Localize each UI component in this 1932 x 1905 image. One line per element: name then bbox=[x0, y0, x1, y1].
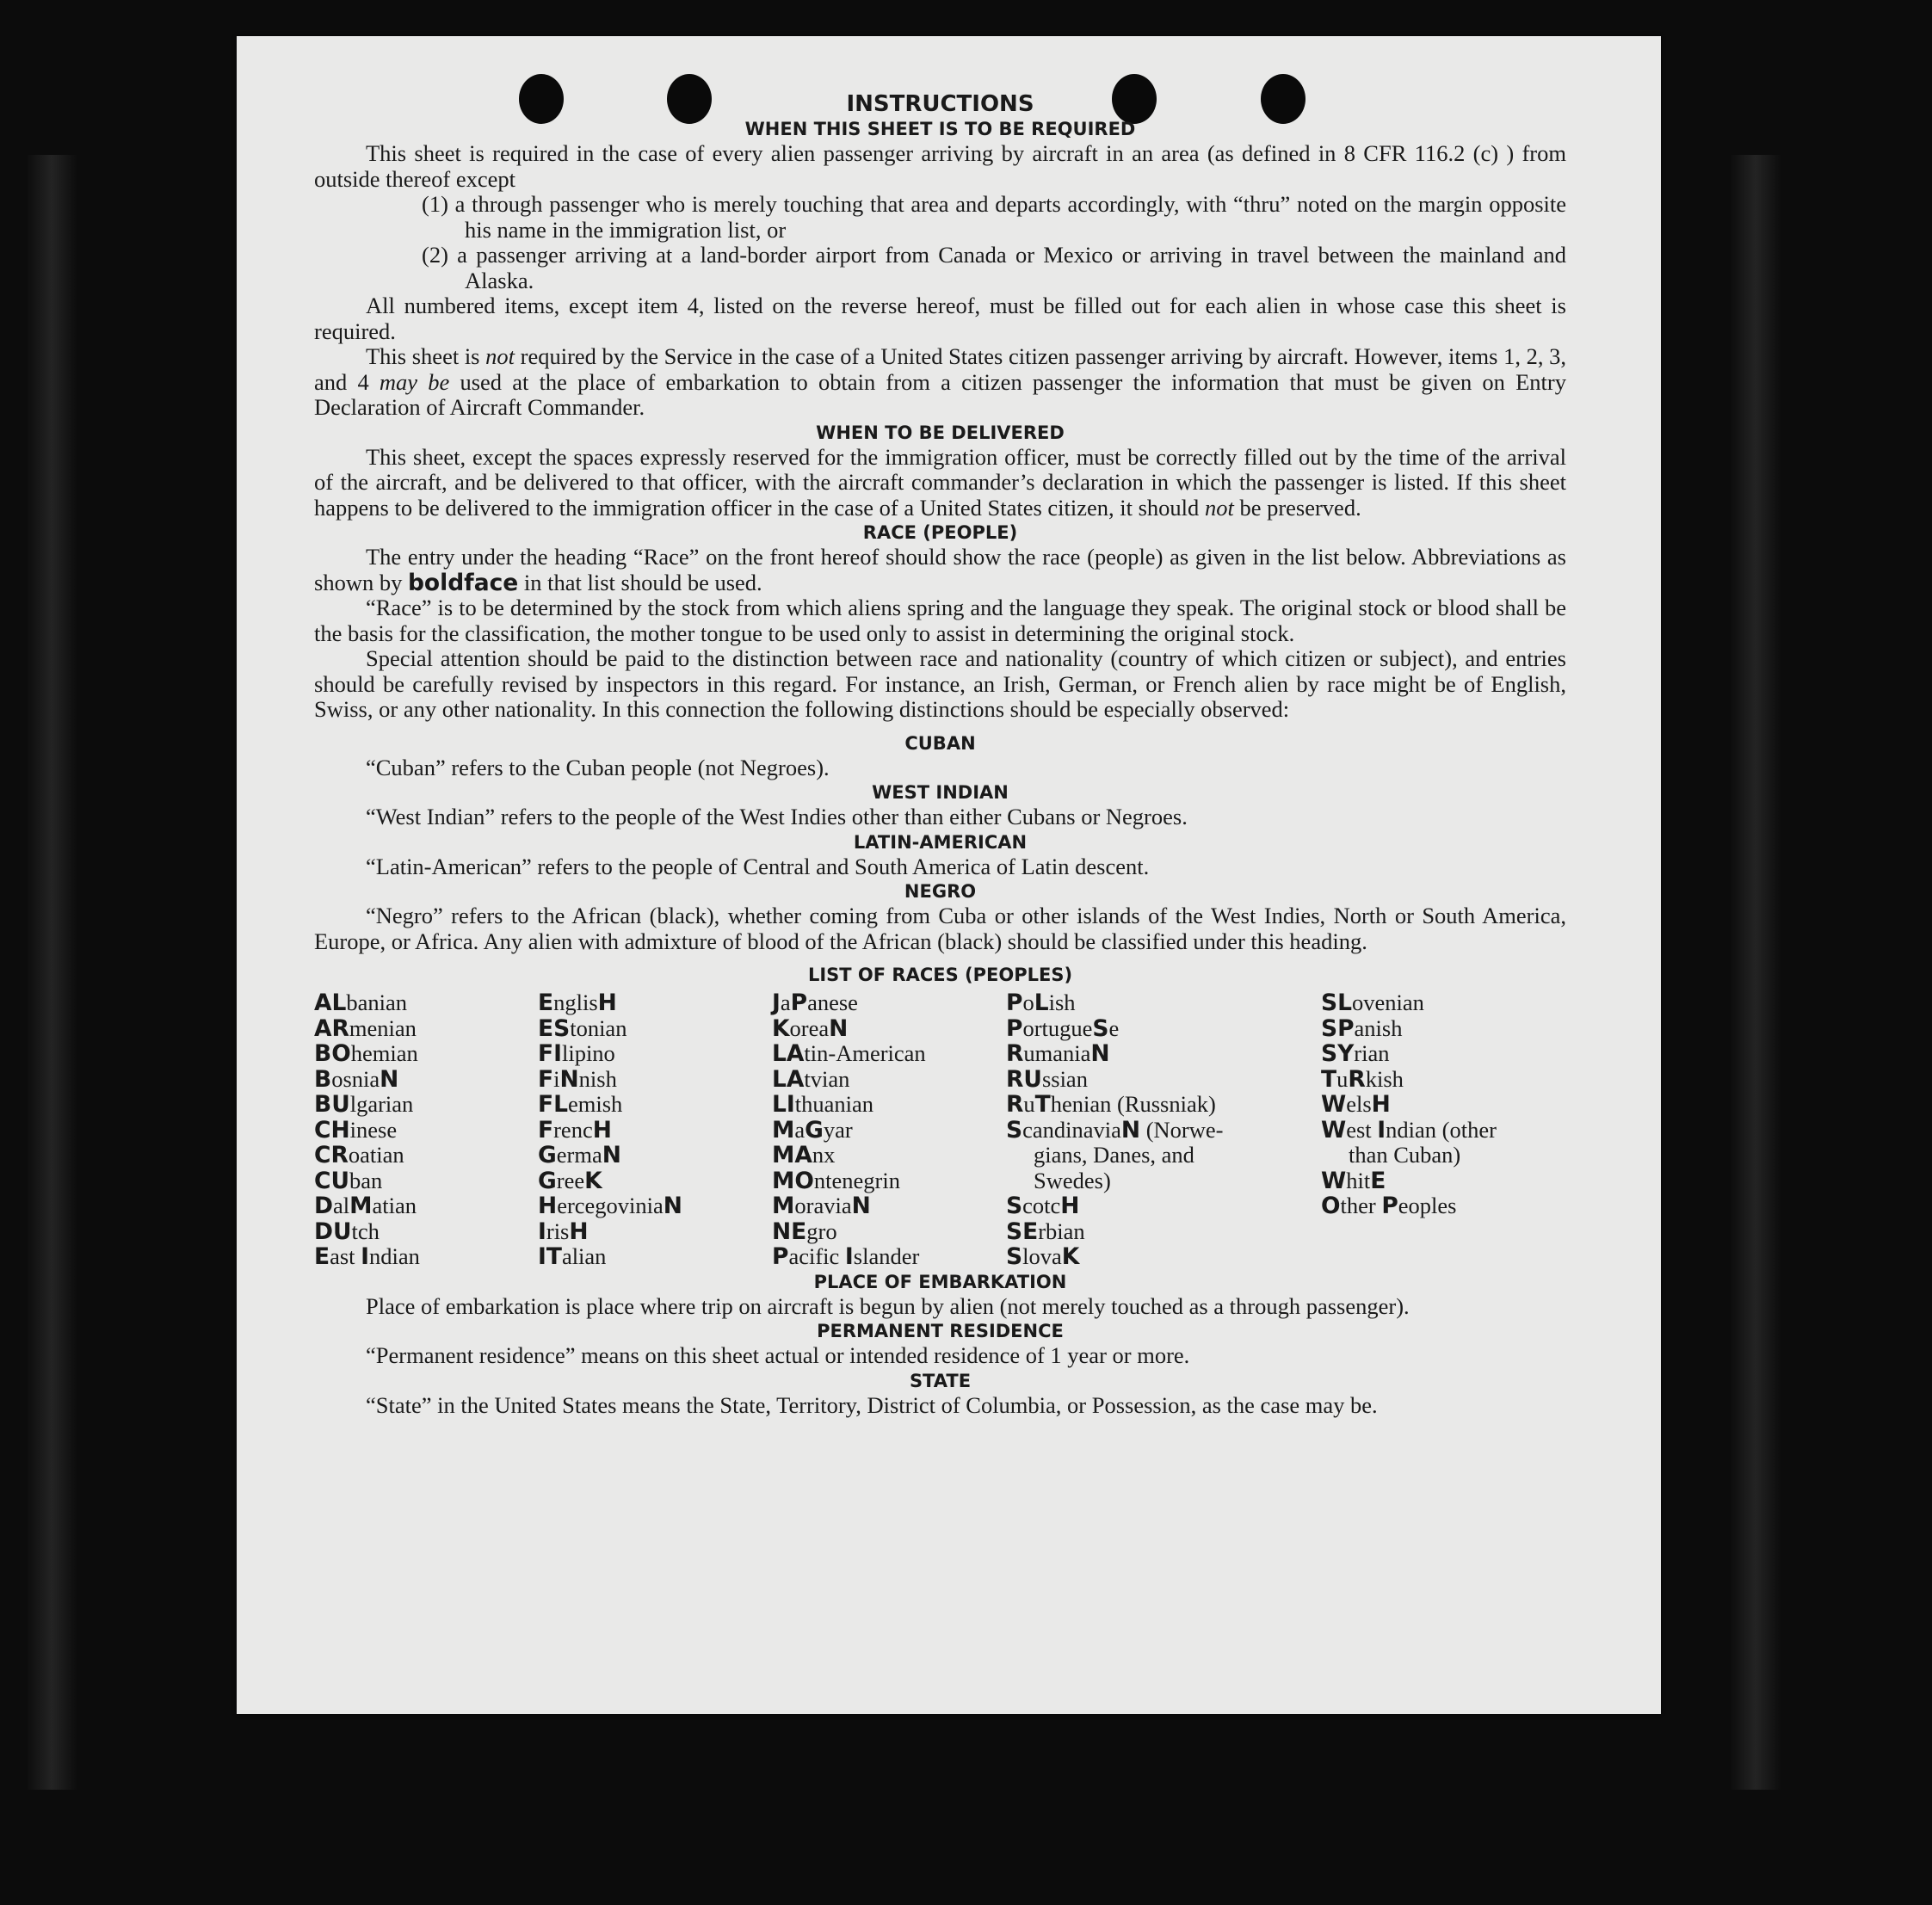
race-entry: MoraviaN bbox=[772, 1193, 871, 1219]
races-column-5 bbox=[1321, 990, 1566, 1270]
race-entry: HercegoviniaN bbox=[538, 1193, 682, 1219]
race-entry: SErbian bbox=[1006, 1218, 1085, 1245]
race-entry: RuThenian (Russniak) bbox=[1006, 1091, 1216, 1118]
race-entry: IrisH bbox=[538, 1218, 589, 1245]
race-entry: PoLish bbox=[1006, 989, 1076, 1016]
race-entry: Other Peoples bbox=[1321, 1193, 1457, 1219]
race-entry: MAnx bbox=[772, 1142, 836, 1168]
heading-cuban: CUBAN bbox=[904, 732, 976, 754]
race-entry: East Indian bbox=[314, 1243, 420, 1270]
races-column-2 bbox=[538, 990, 772, 1270]
race-entry: DalMatian bbox=[314, 1193, 417, 1219]
race-entry: TuRkish bbox=[1321, 1065, 1404, 1093]
exception-item-2: (2) a passenger arriving at a land-border airport from Canada or Mexico or arriving in travel between the mainland and Alaska. bbox=[422, 242, 1566, 293]
race-entry: ARmenian bbox=[314, 1014, 417, 1042]
race-entry: MaGyar bbox=[772, 1116, 853, 1144]
paragraph-state: “State” in the United States means the State, Territory, District of Columbia, or Possession, as the case may be. bbox=[366, 1391, 1378, 1418]
race-entry: WhitE bbox=[1321, 1167, 1386, 1194]
race-entry: SPanish bbox=[1321, 1014, 1403, 1042]
race-entry: RumaniaN bbox=[1006, 1040, 1110, 1067]
exception-item-1: (1) a through passenger who is merely touching that area and departs accordingly, with “thru” noted on the margin opposite his name in the immigration list, or bbox=[422, 191, 1566, 243]
race-entry: CUban bbox=[314, 1167, 383, 1194]
race-entry: GreeK bbox=[538, 1167, 602, 1194]
scanner-edge-right bbox=[1730, 155, 1781, 1790]
document-sheet bbox=[237, 36, 1661, 1714]
paragraph-latin-american: “Latin-American” refers to the people of Central and South America of Latin descent. bbox=[366, 853, 1150, 879]
race-entry: BOhemian bbox=[314, 1040, 418, 1067]
race-entry: ScandinaviaN (Norwe- bbox=[1006, 1116, 1224, 1144]
race-entry: GermaN bbox=[538, 1142, 621, 1168]
heading-when-required: WHEN THIS SHEET IS TO BE REQUIRED bbox=[744, 119, 1136, 139]
instructions-content bbox=[314, 91, 1566, 1418]
paragraph-required: This sheet is required in the case of every alien passenger arriving by aircraft in an area (as defined in 8 CFR 116.2 (c) ) from outside thereof except bbox=[314, 140, 1566, 192]
race-entry: JaPanese bbox=[772, 989, 858, 1016]
races-list bbox=[314, 990, 1566, 1270]
race-entry: WelsH bbox=[1321, 1091, 1391, 1118]
race-entry: MOntenegrin bbox=[772, 1167, 900, 1194]
race-entry: West Indian (other bbox=[1321, 1116, 1497, 1144]
race-entry: FiNnish bbox=[538, 1065, 617, 1093]
heading-latin-american: LATIN-AMERICAN bbox=[853, 831, 1028, 853]
scanner-edge-left bbox=[26, 155, 77, 1790]
race-entry: EnglisH bbox=[538, 989, 617, 1016]
paragraph-race-stock: “Race” is to be determined by the stock from which aliens spring and the language they speak. The original stock or blood shall be the basis for the classification, the mother tongue to be used only to assist in determining the original stock. bbox=[314, 595, 1566, 646]
paragraph-delivery: This sheet, except the spaces expressly reserved for the immigration officer, must be correctly filled out by the time of the arrival of the aircraft, and be delivered to that officer, with the aircraft commander’s declaration in which the passenger is listed. If this sheet happens to be delivered to the immigration officer in the case of a United States citizen, it should not be preserved. bbox=[314, 443, 1566, 521]
races-column-3 bbox=[772, 990, 1006, 1270]
race-entry: CHinese bbox=[314, 1116, 398, 1144]
paragraph-race-nationality: Special attention should be paid to the distinction between race and nationality (country of which citizen or subject), and entries should be carefully revised by inspectors in this regard. For instance, an Irish, German, or French alien by race might be of English, Swiss, or any other nationality. In this connection the following distinctions should be especially observed: bbox=[314, 645, 1566, 722]
race-entry: ScotcH bbox=[1006, 1193, 1080, 1219]
race-entry: CRoatian bbox=[314, 1142, 404, 1168]
heading-permanent-residence: PERMANENT RESIDENCE bbox=[817, 1321, 1064, 1341]
heading-when-delivered: WHEN TO BE DELIVERED bbox=[816, 422, 1065, 443]
paragraph-negro: “Negro” refers to the African (black), whether coming from Cuba or other islands of the West Indies, North or South America, Europe, or Africa. Any alien with admixture of blood of the African (black) should be classified under this heading. bbox=[314, 903, 1566, 954]
page-title: INSTRUCTIONS bbox=[846, 91, 1034, 117]
race-entry: LIthuanian bbox=[772, 1091, 873, 1118]
race-entry: than Cuban) bbox=[1349, 1142, 1461, 1168]
paragraph-permanent-residence: “Permanent residence” means on this sheet actual or intended residence of 1 year or more. bbox=[366, 1342, 1190, 1368]
race-entry: FrencH bbox=[538, 1116, 612, 1144]
race-entry: RUssian bbox=[1006, 1065, 1088, 1093]
heading-list-of-races: LIST OF RACES (PEOPLES) bbox=[807, 965, 1073, 985]
race-entry: ITalian bbox=[538, 1243, 607, 1270]
race-entry: DUtch bbox=[314, 1218, 380, 1245]
paragraph-citizen: This sheet is not required by the Service in the case of a United States citizen passenger arriving by aircraft. However, items 1, 2, 3, and 4 may be used at the place of embarkation to obtain from a citizen passenger the information that must be given on Entry Declaration of Aircraft Commander. bbox=[314, 343, 1566, 420]
paragraph-numbered-items: All numbered items, except item 4, listed on the reverse hereof, must be filled out for each alien in whose case this sheet is required. bbox=[314, 293, 1566, 344]
race-entry: Pacific Islander bbox=[772, 1243, 920, 1270]
paragraph-embarkation: Place of embarkation is place where trip on aircraft is begun by alien (not merely touched as a through passenger). bbox=[366, 1292, 1410, 1319]
race-entry: gians, Danes, and bbox=[1034, 1142, 1194, 1168]
heading-state: STATE bbox=[909, 1370, 972, 1391]
race-entry: LAtin-American bbox=[772, 1040, 926, 1067]
race-entry: EStonian bbox=[538, 1014, 627, 1042]
race-entry: SlovaK bbox=[1006, 1243, 1080, 1270]
paragraph-cuban: “Cuban” refers to the Cuban people (not Negroes). bbox=[366, 754, 830, 780]
race-entry: NEgro bbox=[772, 1218, 837, 1245]
race-entry: FLemish bbox=[538, 1091, 623, 1118]
races-column-4 bbox=[1006, 990, 1321, 1270]
paragraph-race-entry: The entry under the heading “Race” on the front hereof should show the race (people) as given in the list below. Abbreviations as shown by boldface in that list should be used. bbox=[314, 544, 1566, 596]
race-entry: KoreaN bbox=[772, 1014, 849, 1042]
race-entry: FIlipino bbox=[538, 1040, 615, 1067]
race-entry: BosniaN bbox=[314, 1065, 399, 1093]
race-entry: Swedes) bbox=[1034, 1167, 1111, 1193]
race-entry: ALbanian bbox=[314, 989, 408, 1016]
race-entry: PortugueSe bbox=[1006, 1014, 1120, 1042]
race-entry: SYrian bbox=[1321, 1040, 1390, 1067]
heading-negro: NEGRO bbox=[904, 881, 977, 902]
race-entry: BUlgarian bbox=[314, 1091, 414, 1118]
race-entry: SLovenian bbox=[1321, 989, 1424, 1016]
heading-race: RACE (PEOPLE) bbox=[862, 522, 1018, 543]
paragraph-west-indian: “West Indian” refers to the people of the West Indies other than either Cubans or Negroes. bbox=[366, 804, 1188, 829]
race-entry: LAtvian bbox=[772, 1065, 850, 1093]
races-column-1 bbox=[314, 990, 538, 1270]
heading-embarkation: PLACE OF EMBARKATION bbox=[813, 1271, 1067, 1292]
heading-west-indian: WEST INDIAN bbox=[872, 782, 1009, 803]
